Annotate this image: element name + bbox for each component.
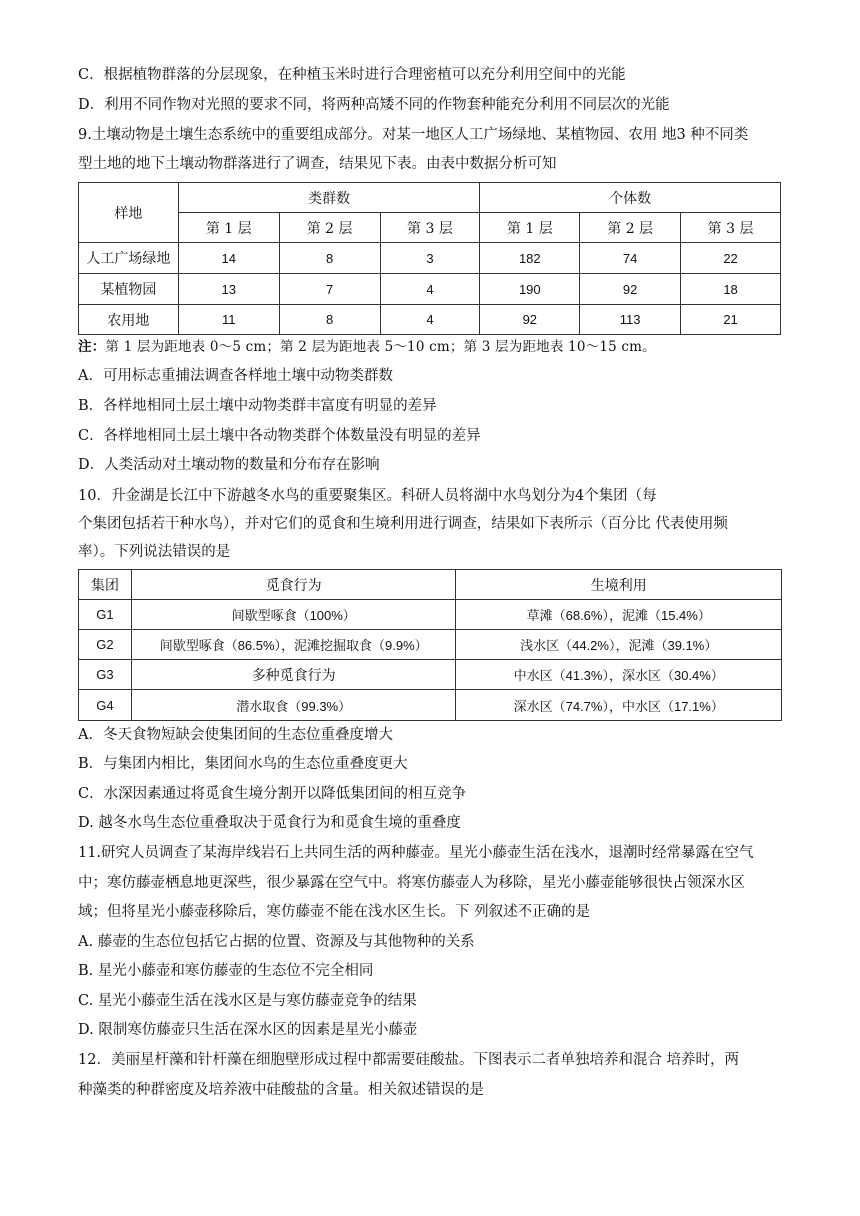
q9-option-c: C．各样地相同土层土壤中各动物类群个体数量没有明显的差异: [78, 428, 481, 444]
q9-stem-line2: 型土地的地下土壤动物群落进行了调查，结果见下表。由表中数据分析可知: [78, 156, 557, 172]
q11-option-b: B. 星光小藤壶和寒仿藤壶的生态位不完全相同: [78, 963, 374, 979]
group-id: G2: [79, 630, 132, 660]
table-row: [79, 243, 781, 274]
q10-option-d: D. 越冬水鸟生态位重叠取决于觅食行为和觅食生境的重叠度: [78, 815, 461, 831]
table-cell: 92: [580, 274, 681, 305]
table-cell: 8: [279, 305, 380, 335]
foraging-cell: 间歇型啄食（100%）: [131, 600, 456, 630]
q8-option-c: C．根据植物群落的分层现象，在种植玉米时进行合理密植可以充分利用空间中的光能: [78, 67, 626, 83]
foraging-cell: 潜水取食（99.3%）: [131, 690, 456, 721]
group-id: G4: [79, 690, 132, 721]
q9-note: [78, 338, 656, 356]
table-cell: 8: [279, 243, 380, 274]
foraging-cell: 间歇型啄食（86.5%），泥滩挖掘取食（9.9%）: [131, 630, 456, 660]
table-row: [79, 274, 781, 305]
q12-stem-line1: 12．美丽星杆藻和针杆藻在细胞壁形成过程中都需要硅酸盐。下图表示二者单独培养和混合 培养时，两: [78, 1052, 740, 1068]
q9-option-d: D．人类活动对土壤动物的数量和分布存在影响: [78, 457, 380, 473]
site-name: 某植物园: [79, 274, 179, 305]
q9-option-a: A．可用标志重捕法调查各样地土壤中动物类群数: [78, 368, 393, 384]
table-row: [79, 305, 781, 335]
table-cell: 13: [178, 274, 279, 305]
header-layer: 第 1 层: [178, 213, 279, 243]
header-individual-count: 个体数: [480, 183, 781, 213]
header-group: 集团: [79, 570, 132, 600]
habitat-cell: 中水区（41.3%），深水区（30.4%）: [456, 660, 782, 690]
table-row: [79, 690, 782, 721]
table-cell: 4: [380, 305, 480, 335]
q10-option-c: C．水深因素通过将觅食生境分割开以降低集团间的相互竞争: [78, 786, 467, 802]
q10-option-a: A．冬天食物短缺会使集团间的生态位重叠度增大: [78, 727, 393, 743]
habitat-cell: 深水区（74.7%），中水区（17.1%）: [456, 690, 782, 721]
q11-option-a: A. 藤壶的生态位包括它占据的位置、资源及与其他物种的关系: [78, 934, 475, 950]
header-layer: 第 2 层: [580, 213, 681, 243]
q8-option-d: D．利用不同作物对光照的要求不同，将两种高矮不同的作物套种能充分利用不同层次的光能: [78, 97, 670, 113]
table-cell: 7: [279, 274, 380, 305]
table-cell: 113: [580, 305, 681, 335]
q9-option-b: B．各样地相同土层土壤中动物类群丰富度有明显的差异: [78, 398, 437, 414]
q11-stem-line3: 域；但将星光小藤壶移除后，寒仿藤壶不能在浅水区生长。下 列叙述不正确的是: [78, 904, 591, 920]
table-cell: 182: [480, 243, 580, 274]
table-row: [79, 630, 782, 660]
table-cell: 3: [380, 243, 480, 274]
table-row: [79, 660, 782, 690]
table-cell: 4: [380, 274, 480, 305]
q11-option-c: C. 星光小藤壶生活在浅水区是与寒仿藤壶竞争的结果: [78, 993, 417, 1009]
foraging-cell: 多种觅食行为: [131, 660, 456, 690]
table-row: [79, 600, 782, 630]
header-foraging: 觅食行为: [131, 570, 456, 600]
habitat-cell: 草滩（68.6%），泥滩（15.4%）: [456, 600, 782, 630]
site-name: 农用地: [79, 305, 179, 335]
group-id: G1: [79, 600, 132, 630]
q9-stem-line1: 9.土壤动物是土壤生态系统中的重要组成部分。对某一地区人工广场绿地、某植物园、农用 地3 种不同类: [78, 127, 749, 143]
header-layer: 第 2 层: [279, 213, 380, 243]
header-group-count: 类群数: [178, 183, 480, 213]
table-cell: 11: [178, 305, 279, 335]
q12-stem-line2: 种藻类的种群密度及培养液中硅酸盐的含量。相关叙述错误的是: [78, 1082, 484, 1098]
habitat-cell: 浅水区（44.2%），泥滩（39.1%）: [456, 630, 782, 660]
site-name: 人工广场绿地: [79, 243, 179, 274]
table-cell: 18: [681, 274, 781, 305]
q11-stem-line1: 11.研究人员调查了某海岸线岩石上共同生活的两种藤壶。星光小藤壶生活在浅水，退潮时经常暴露在空气: [78, 845, 754, 861]
table-cell: 22: [681, 243, 781, 274]
header-layer: 第 3 层: [681, 213, 781, 243]
table-cell: 14: [178, 243, 279, 274]
q10-stem-line1: 10．升金湖是长江中下游越冬水鸟的重要聚集区。科研人员将湖中水鸟划分为4个集团（每: [78, 488, 657, 504]
q11-option-d: D. 限制寒仿藤壶只生活在深水区的因素是星光小藤壶: [78, 1022, 418, 1038]
q10-stem-line3: 率）。下列说法错误的是: [78, 544, 231, 560]
header-habitat: 生境利用: [456, 570, 782, 600]
note-label: 注：: [78, 339, 106, 355]
soil-animal-table: [78, 182, 781, 335]
header-layer: 第 1 层: [480, 213, 580, 243]
q11-stem-line2: 中；寒仿藤壶栖息地更深些，很少暴露在空气中。将寒仿藤壶人为移除，星光小藤壶能够很快占领深水区: [78, 875, 745, 891]
note-text: 第 1 层为距地表 0～5 cm；第 2 层为距地表 5～10 cm；第 3 层为距地表 10～15 cm。: [105, 339, 656, 355]
table-cell: 190: [480, 274, 580, 305]
table-cell: 74: [580, 243, 681, 274]
q10-stem-line2: 个集团包括若干种水鸟），并对它们的觅食和生境利用进行调查，结果如下表所示（百分比 代表使用频: [78, 516, 728, 532]
group-id: G3: [79, 660, 132, 690]
table-cell: 21: [681, 305, 781, 335]
table-cell: 92: [480, 305, 580, 335]
header-site: 样地: [79, 183, 179, 243]
q10-option-b: B．与集团内相比，集团间水鸟的生态位重叠度更大: [78, 756, 408, 772]
header-layer: 第 3 层: [380, 213, 480, 243]
waterbird-table: [78, 569, 782, 721]
